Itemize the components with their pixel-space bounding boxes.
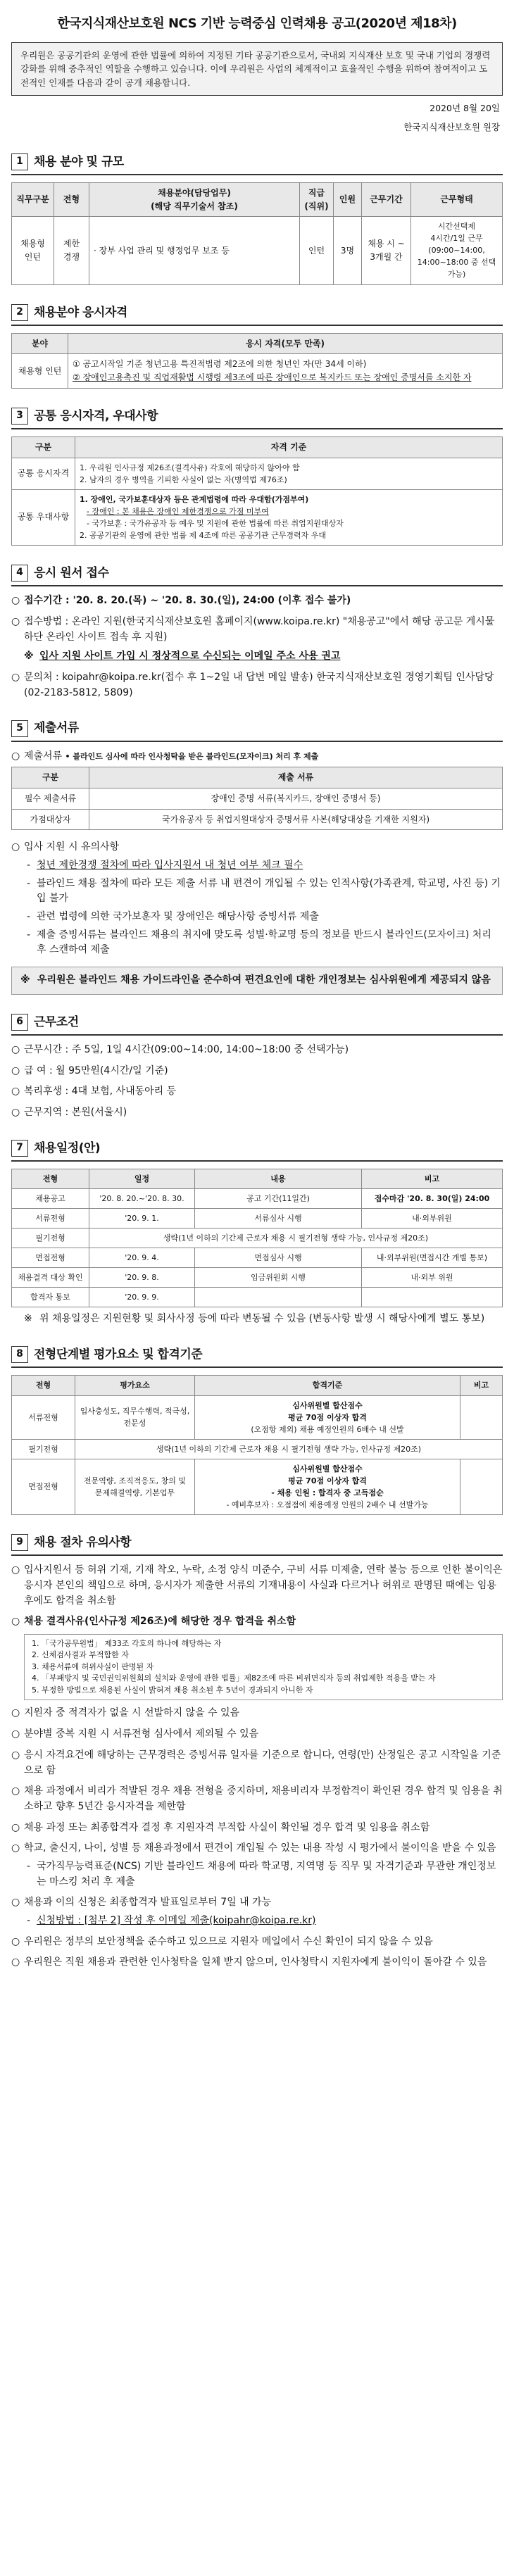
- criteria-line: - 장애인 : 본 채용은 장애인 제한경쟁으로 가점 미부여: [87, 506, 269, 516]
- criteria-line: 심사위원별 합산점수: [292, 1464, 363, 1474]
- cell-category: 채용형 인턴: [12, 217, 54, 284]
- table-row: [12, 1459, 503, 1514]
- cell-stage: 채용공고: [12, 1189, 89, 1209]
- section-header: [11, 303, 503, 326]
- evaluation-table: [11, 1375, 503, 1514]
- list-item: 3. 채용서류에 허위사실이 판명된 자: [32, 1661, 154, 1671]
- col-header: 전형: [12, 1376, 75, 1395]
- section-title: 채용일정(안): [34, 1141, 101, 1155]
- section-header: [11, 719, 503, 741]
- precaution-item: ○ 채용과 이의 신청은 최종합격자 발표일로부터 7일 내 가능: [11, 1895, 503, 1911]
- section-header: [11, 1013, 503, 1036]
- section-number: 7: [11, 1140, 28, 1157]
- col-header: 전형: [12, 1169, 89, 1189]
- blind-notice: ※ 우리원은 블라인드 채용 가이드라인을 준수하여 편견요인에 대한 개인정보는 심사위원에게 제공되지 않음: [11, 967, 503, 995]
- section-number: 8: [11, 1346, 28, 1363]
- section-number: 5: [11, 720, 28, 737]
- precaution-item: ○ 채용 과정에서 비리가 적발된 경우 채용 전형을 중지하며, 채용비리자 부정합격이 확인된 경우 합격 및 임용을 취소하고 향후 5년간 응시자격을 제한함: [11, 1784, 503, 1814]
- section-qualification: [11, 303, 503, 389]
- work-hours: ○ 근무시간 : 주 5일, 1일 4시간(09:00~14:00, 14:00~18:00 중 선택가능): [11, 1043, 503, 1058]
- section-common: [11, 407, 503, 546]
- section-title: 공통 응시자격, 우대사항: [34, 408, 158, 423]
- criteria-line: 1. 장애인, 국가보훈대상자 등은 관계법령에 따라 우대함(가점부여): [80, 494, 309, 504]
- section-conditions: [11, 1013, 503, 1121]
- cell-label: 필수 제출서류: [12, 788, 89, 809]
- cell-track: 제한 경쟁: [54, 217, 89, 284]
- section-header: [11, 1139, 503, 1162]
- cell-elements: 전문역량, 조직적응도, 창의 및 문제해결역량, 기본업무: [75, 1459, 195, 1514]
- section-title: 응시 원서 접수: [34, 565, 109, 580]
- cell-content: 임금위원회 시행: [195, 1268, 362, 1288]
- welfare: ○ 복리후생 : 4대 보험, 사내동아리 등: [11, 1084, 503, 1100]
- cell-docs: 국가유공자 등 취업지원대상자 증명서류 사본(해당대상을 기재한 지원자): [89, 809, 503, 830]
- precaution-item: ○ 입사지원서 등 허위 기재, 기재 착오, 누락, 소정 양식 미준수, 구비 서류 미제출, 연락 불능 등으로 인한 불이익은 응시자 본인의 책임으로 하며, 응시자가 제출한 서류의 기재내용이 사실과 다르거나 허위로 판명된 때에는 임용 후에도 합격을 취소함: [11, 1563, 503, 1609]
- list-item: 4. 「부패방지 및 국민권익위원회의 설치와 운영에 관한 법률」제82조에 따른 비위면직자 등의 취업제한 적용을 받는 자: [32, 1673, 436, 1683]
- criteria-line: - 예비후보자 : 오점점에 채용예정 인원의 2배수 내 선발가능: [226, 1500, 429, 1509]
- cell-remark: 내·외부 위원: [362, 1268, 503, 1288]
- caution-title: ○ 입사 지원 시 유의사항: [11, 840, 503, 855]
- qualification-2: ② 장애인고용촉진 및 직업재활법 시행령 제3조에 따른 장애인으로 복지카드 또는 장애인 증명서를 소지한 자: [73, 372, 472, 383]
- list-item: 2. 신체검사결과 부적합한 자: [32, 1650, 129, 1660]
- qualification-table: [11, 333, 503, 389]
- table-row: [12, 1229, 503, 1248]
- cell-stage: 필기전형: [12, 1229, 89, 1248]
- table-row: [12, 788, 503, 809]
- col-header: 구분: [12, 767, 89, 788]
- col-header: 직급 (직위): [300, 183, 334, 217]
- caution-item: - 관련 법령에 의한 국가보훈자 및 장애인은 해당사항 증빙서류 제출: [11, 910, 503, 925]
- cell-criteria: [195, 1395, 460, 1439]
- cell-form: 시간선택제 4시간/1일 근무 (09:00~14:00, 14:00~18:00 중 선택 가능): [411, 217, 503, 284]
- section-number: 9: [11, 1534, 28, 1551]
- cell-content: 서류심사 시행: [195, 1209, 362, 1229]
- section-recruit-field: [11, 153, 503, 285]
- col-header: 근무형태: [411, 183, 503, 217]
- cell-count: 3명: [334, 217, 362, 284]
- cell-remark: [460, 1459, 503, 1514]
- application-method: ○ 접수방법 : 온라인 지원(한국지식재산보호원 홈페이지(www.koipa.re.kr) "채용공고"에서 해당 공고문 게시물 하단 온라인 사이트 접속 후 지원): [11, 615, 503, 645]
- precaution-item: ○ 채용 과정 또는 최종합격자 결정 후 지원자격 부적합 사실이 확인될 경우 합격 및 임용을 취소함: [11, 1821, 503, 1836]
- work-place: ○ 근무지역 : 본원(서울시): [11, 1105, 503, 1121]
- precaution-item: ○ 분야별 중복 지원 시 서류전형 심사에서 제외될 수 있음: [11, 1727, 503, 1742]
- table-row: [12, 1209, 503, 1229]
- col-header: 근무기간: [362, 183, 411, 217]
- col-header: 내용: [195, 1169, 362, 1189]
- col-header: 분야: [12, 333, 68, 354]
- schedule-table: [11, 1169, 503, 1307]
- section-schedule: [11, 1139, 503, 1327]
- cell-stage: 채용결격 대상 확인: [12, 1268, 89, 1288]
- col-header: 구분: [12, 437, 75, 458]
- criteria-line: - 국가보훈 : 국가유공자 등 예우 및 지원에 관한 법률에 따른 취업지원대상자: [87, 518, 344, 528]
- section-precautions: [11, 1533, 503, 1971]
- cell-remark: [362, 1288, 503, 1307]
- section-header: [11, 1533, 503, 1556]
- notice-org: 한국지식재산보호원 원장: [403, 122, 500, 133]
- criteria-line: 2. 공공기관의 운영에 관한 법률 제 4조에 따른 공공기관 근무경력자 우대: [80, 530, 326, 540]
- table-row: [12, 1439, 503, 1459]
- cell-date: '20. 9. 8.: [89, 1268, 195, 1288]
- cell-label: 가점대상자: [12, 809, 89, 830]
- precaution-subitem: - 국가직무능력표준(NCS) 기반 블라인드 채용에 따라 학교명, 지역명 등 직무 및 자격기준과 무관한 개인정보는 마스킹 처리 후 제출: [11, 1859, 503, 1890]
- cell-criteria: [75, 458, 503, 489]
- documents-table: [11, 767, 503, 830]
- section-title: 채용분야 응시자격: [34, 305, 127, 320]
- cell-docs: 장애인 증명 서류(복지카드, 장애인 증명서 등): [89, 788, 503, 809]
- cell-stage: 합격자 통보: [12, 1288, 89, 1307]
- section-header: [11, 407, 503, 429]
- criteria-line: 평균 70점 이상자 합격: [288, 1476, 367, 1485]
- col-header: 일정: [89, 1169, 195, 1189]
- cell-field: · 장부 사업 관리 및 행정업무 보조 등: [89, 217, 300, 284]
- criteria-line: (오점항 제외) 채용 예정인원의 6배수 내 선발: [251, 1424, 404, 1434]
- cell-content: [195, 1288, 362, 1307]
- section-number: 3: [11, 408, 28, 425]
- cell-date: '20. 9. 1.: [89, 1209, 195, 1229]
- criteria-line: 2. 남자의 경우 병역을 기피한 사실이 없는 자(병역법 제76조): [80, 475, 287, 484]
- list-item: 5. 부정한 방법으로 채용된 사실이 밝혀져 채용 취소된 후 5년이 경과되지 아니한 자: [32, 1685, 313, 1695]
- caution-item: - 제출 증빙서류는 블라인드 채용의 취지에 맞도록 성별·학교명 등의 정보를 반드시 블라인드(모자이크) 처리 후 스캔하여 제출: [11, 928, 503, 958]
- precaution-item: ○ 학교, 출신지, 나이, 성별 등 채용과정에서 편견이 개입될 수 있는 내용 작성 시 평가에서 불이익을 받을 수 있음: [11, 1841, 503, 1856]
- section-documents: [11, 719, 503, 994]
- table-row: [12, 1395, 503, 1439]
- col-header: 제출 서류: [89, 767, 503, 788]
- cell-remark: [460, 1395, 503, 1439]
- documents-lead-note: • 블라인드 심사에 따라 인사청탁을 받은 블라인드(모자이크) 처리 후 제출: [65, 751, 319, 761]
- table-row: [12, 489, 503, 545]
- table-row: [12, 217, 503, 284]
- col-header: 채용분야(담당업무) (해당 직무기술서 참조): [89, 183, 300, 217]
- inquiry-contact: ○ 문의처 : koipahr@koipa.re.kr(접수 후 1~2일 내 답변 메일 발송) 한국지식재산보호원 경영기획팀 인사담당(02-2183-5812, 5809): [11, 670, 503, 700]
- precaution-item: ○ 지원자 중 적격자가 없을 시 선발하지 않을 수 있음: [11, 1706, 503, 1721]
- table-row: [12, 458, 503, 489]
- caution-item: - 블라인드 채용 절차에 따라 모든 제출 서류 내 편견이 개입될 수 있는 인적사항(가족관계, 학교명, 사진 등) 기입 불가: [11, 877, 503, 907]
- col-header: 전형: [54, 183, 89, 217]
- precaution-subitem: - 신청방법 : [첨부 2] 작성 후 이메일 제출(koipahr@koipa.re.kr): [11, 1914, 503, 1929]
- qualification-1: ① 공고시작일 기준 청년고용 특진적법령 제2조에 의한 청년인 자(만 34세 이하): [73, 359, 367, 370]
- cell-elements: 입사충성도, 직무수행력, 적극성, 전문성: [75, 1395, 195, 1439]
- col-header: 비고: [460, 1376, 503, 1395]
- col-header: 합격기준: [195, 1376, 460, 1395]
- cell-stage: 서류전형: [12, 1395, 75, 1439]
- cell-stage: 서류전형: [12, 1209, 89, 1229]
- section-header: [11, 1345, 503, 1368]
- notice-date: 2020년 8월 20일: [430, 103, 500, 114]
- cell-criteria: 생략(1년 이하의 기간제 근로자 채용 시 필기전형 생략 가능, 인사규정 제20조): [75, 1439, 503, 1459]
- table-row: [12, 1288, 503, 1307]
- cell-stage: 면접전형: [12, 1248, 89, 1268]
- col-header: 인원: [334, 183, 362, 217]
- cell-date: '20. 9. 4.: [89, 1248, 195, 1268]
- section-header: [11, 153, 503, 175]
- col-header: 직무구분: [12, 183, 54, 217]
- criteria-line: 평균 70점 이상자 합격: [288, 1412, 367, 1422]
- intro-box: [11, 42, 503, 96]
- table-row: [12, 809, 503, 830]
- table-row: [12, 1189, 503, 1209]
- cell-stage: 필기전형: [12, 1439, 75, 1459]
- section-title: 제출서류: [34, 721, 79, 736]
- documents-lead-text: 제출서류: [24, 750, 65, 762]
- cell-label: 공통 우대사항: [12, 489, 75, 545]
- criteria-line: 1. 우리원 인사규정 제26조(결격사유) 각호에 해당하지 않아야 함: [80, 463, 300, 472]
- precaution-item: ○ 채용 결격사유(인사규정 제26조)에 해당한 경우 합격을 취소함: [11, 1614, 503, 1630]
- cell-remark: 내·외부위원: [362, 1209, 503, 1229]
- section-number: 2: [11, 304, 28, 321]
- cell-content: 면접심사 시행: [195, 1248, 362, 1268]
- section-number: 1: [11, 153, 28, 170]
- cell-period: 채용 시 ~ 3개월 간: [362, 217, 411, 284]
- precaution-item: ○ 우리원은 직원 채용과 관련한 인사청탁을 일체 받지 않으며, 인사청탁시 지원자에게 불이익이 돌아갈 수 있음: [11, 1955, 503, 1971]
- section-number: 6: [11, 1014, 28, 1031]
- cell-grade: 인턴: [300, 217, 334, 284]
- page-title: 한국지식재산보호원 NCS 기반 능력중심 인력채용 공고(2020년 제18차): [57, 16, 457, 31]
- common-table: [11, 436, 503, 546]
- col-header: 응시 자격(모두 만족): [68, 333, 503, 354]
- criteria-line: 심사위원별 합산점수: [292, 1400, 363, 1410]
- section-title: 근무조건: [34, 1014, 79, 1029]
- schedule-note: ※ 위 채용일정은 지원현황 및 회사사정 등에 따라 변동될 수 있음 (변동사항 발생 시 해당사에게 별도 통보): [11, 1312, 503, 1327]
- cell-qualification: [68, 354, 503, 388]
- col-header: 비고: [362, 1169, 503, 1189]
- cell-content: 공고 기간(11일간): [195, 1189, 362, 1209]
- section-title: 채용 분야 및 규모: [34, 154, 124, 169]
- cell-criteria: [75, 489, 503, 545]
- section-title: 채용 절차 유의사항: [34, 1535, 132, 1550]
- precaution-item: ○ 우리원은 정부의 보안정책을 준수하고 있으므로 지원자 메일에서 수신 확인이 되지 않을 수 있음: [11, 1935, 503, 1950]
- recruit-table: [11, 182, 503, 284]
- section-evaluation: [11, 1345, 503, 1515]
- disqualification-list: [24, 1634, 503, 1701]
- documents-lead: [11, 749, 503, 765]
- cell-date: '20. 9. 9.: [89, 1288, 195, 1307]
- section-header: [11, 564, 503, 586]
- cell-label: 공통 응시자격: [12, 458, 75, 489]
- application-period: ○ 접수기간 : '20. 8. 20.(목) ~ '20. 8. 30.(일), 24:00 (이후 접수 불가): [11, 593, 503, 609]
- col-header: 자격 기준: [75, 437, 503, 458]
- table-row: [12, 1268, 503, 1288]
- application-note: ※ 입사 지원 사이트 가입 시 정상적으로 수신되는 이메일 주소 사용 권고: [11, 649, 503, 665]
- cell-criteria: [195, 1459, 460, 1514]
- cell-field: 채용형 인턴: [12, 354, 68, 388]
- section-number: 4: [11, 565, 28, 582]
- section-title: 전형단계별 평가요소 및 합격기준: [34, 1347, 203, 1362]
- list-item: 1. 「국가공무원법」 제33조 각호의 하나에 해당하는 자: [32, 1638, 222, 1648]
- section-application: [11, 564, 503, 700]
- cell-remark: 내·외부위원(면접시간 개별 통보): [362, 1248, 503, 1268]
- precaution-item: ○ 응시 자격요건에 해당하는 근무경력은 증빙서류 일자를 기준으로 합니다, 연령(만) 산정일은 공고 시작일을 기준으로 함: [11, 1748, 503, 1778]
- salary: ○ 급 여 : 월 95만원(4시간/일 기준): [11, 1064, 503, 1079]
- criteria-line: - 채용 인원 : 합격자 중 고득점순: [271, 1488, 384, 1497]
- caution-item: - 청년 제한경쟁 절차에 따라 입사지원서 내 청년 여부 체크 필수: [11, 858, 503, 874]
- cell-content: 생략(1년 이하의 기간제 근로자 채용 시 필기전형 생략 가능, 인사규정 제20조): [89, 1229, 503, 1248]
- cell-stage: 면접전형: [12, 1459, 75, 1514]
- table-row: [12, 354, 503, 388]
- table-row: [12, 1248, 503, 1268]
- col-header: 평가요소: [75, 1376, 195, 1395]
- intro-text: 우리원은 공공기관의 운영에 관한 법률에 의하여 지정된 기타 공공기관으로서, 국내외 지식재산 보호 및 국내 기업의 경쟁력 강화를 위해 중추적인 역할을 수행하고 있습니다. 이에 우리원은 사업의 체계적이고 효율적인 수행을 위하여 참여적이고 도전적인 인재를 다음과 같이 공개 채용합니다.: [20, 49, 491, 88]
- cell-date: '20. 8. 20.~'20. 8. 30.: [89, 1189, 195, 1209]
- cell-remark: 접수마감 '20. 8. 30(일) 24:00: [362, 1189, 503, 1209]
